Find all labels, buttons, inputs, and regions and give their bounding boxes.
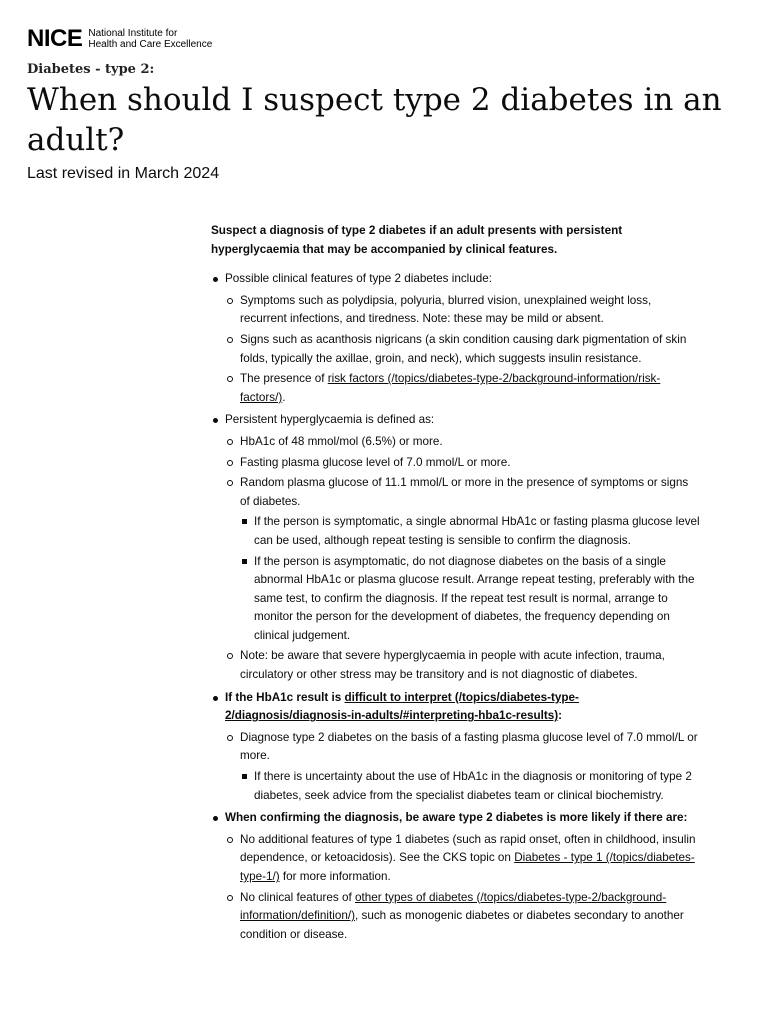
breadcrumb: Diabetes - type 2:	[27, 62, 155, 77]
difficult-to-interpret-link[interactable]: difficult to interpret (/topics/diabetes-type-2/diagnosis/diagnosis-in-adults/#interpreting-hba1c-results)	[225, 690, 579, 723]
logo-line-2: Health and Care Excellence	[88, 39, 213, 50]
text: No additional features of type 1 diabetes (such as rapid onset, often in childhood, insulin dependence, or ketoacidosis). See the CKS topic on	[240, 832, 696, 865]
sublist	[225, 433, 701, 685]
sublist	[225, 729, 701, 805]
text: If the HbA1c result is	[225, 690, 345, 704]
list-item-clinical-features	[211, 270, 701, 407]
logo-line-1: National Institute for	[88, 28, 178, 39]
list-item: Symptoms such as polydipsia, polyuria, blurred vision, unexplained weight loss, recurrent infections, and tiredness. Note: these may be mild or absent.	[225, 292, 701, 329]
page-title: When should I suspect type 2 diabetes in an adult?	[27, 82, 722, 158]
list-item	[225, 370, 701, 407]
text: :	[558, 709, 563, 723]
list-item-text: Persistent hyperglycaemia is defined as:	[225, 413, 435, 427]
list-item: HbA1c of 48 mmol/mol (6.5%) or more.	[225, 433, 701, 452]
list-item-text: When confirming the diagnosis, be aware type 2 diabetes is more likely if there are:	[225, 811, 688, 825]
nice-logo[interactable]	[27, 27, 212, 51]
sublist	[225, 831, 701, 945]
text: for more information.	[279, 870, 391, 883]
list-item	[225, 889, 701, 945]
intro-paragraph: Suspect a diagnosis of type 2 diabetes if an adult presents with persistent hyperglycaemia that may be accompanied by clinical features.	[211, 224, 623, 256]
list-item-text: Diagnose type 2 diabetes on the basis of a fasting plasma glucose level of 7.0 mmol/L or more.	[240, 730, 698, 763]
main-list	[211, 270, 701, 944]
text: .	[282, 390, 286, 404]
list-item-hba1c	[211, 689, 701, 806]
text: , such as monogenic diabetes or diabetes secondary to another condition or disease.	[240, 909, 684, 941]
list-item-text: Random plasma glucose of 11.1 mmol/L or more in the presence of symptoms or signs of diabetes.	[240, 476, 689, 508]
list-item: If the person is symptomatic, a single abnormal HbA1c or fasting plasma glucose level can be used, although repeat testing is sensible to confirm the diagnosis.	[240, 513, 701, 550]
list-item-text: Possible clinical features of type 2 diabetes include:	[225, 272, 493, 286]
list-item-hyperglycaemia	[211, 411, 701, 684]
list-item: Note: be aware that severe hyperglycaemia in people with acute infection, trauma, circulatory or other stress may be transitory and is not diagnostic of diabetes.	[225, 647, 701, 684]
sublist	[225, 292, 701, 408]
sublist	[240, 513, 701, 645]
logo-mark: NICE	[27, 25, 83, 52]
logo-text	[88, 28, 212, 50]
list-item: If the person is asymptomatic, do not diagnose diabetes on the basis of a single abnormal HbA1c or plasma glucose result. Arrange repeat testing, preferably with the same test, to confirm the diagnosis. If the repeat test result is normal, arrange to monitor the person for the development of diabetes, the frequency depending on clinical judgement.	[240, 553, 701, 646]
list-item: Signs such as acanthosis nigricans (a skin condition causing dark pigmentation of skin folds, typically the axillae, groin, and neck), which suggests insulin resistance.	[225, 331, 701, 368]
list-item	[225, 474, 701, 645]
last-revised: Last revised in March 2024	[27, 165, 220, 182]
list-item	[225, 831, 701, 887]
article-content	[211, 222, 701, 948]
list-item	[225, 729, 701, 805]
other-types-of-diabetes-link[interactable]: other types of diabetes (/topics/diabetes-type-2/background-information/definition/)	[240, 890, 667, 923]
text: The presence of	[240, 372, 328, 386]
sublist	[240, 768, 701, 805]
risk-factors-link[interactable]: risk factors (/topics/diabetes-type-2/background-information/risk-factors/)	[240, 372, 661, 404]
list-item: If there is uncertainty about the use of HbA1c in the diagnosis or monitoring of type 2 diabetes, seek advice from the specialist diabetes team or clinical biochemistry.	[240, 768, 701, 805]
list-item-confirming	[211, 809, 701, 944]
text: No clinical features of	[240, 890, 355, 904]
list-item: Fasting plasma glucose level of 7.0 mmol/L or more.	[225, 454, 701, 473]
diabetes-type-1-link[interactable]: Diabetes - type 1 (/topics/diabetes-type-1/)	[240, 851, 695, 883]
